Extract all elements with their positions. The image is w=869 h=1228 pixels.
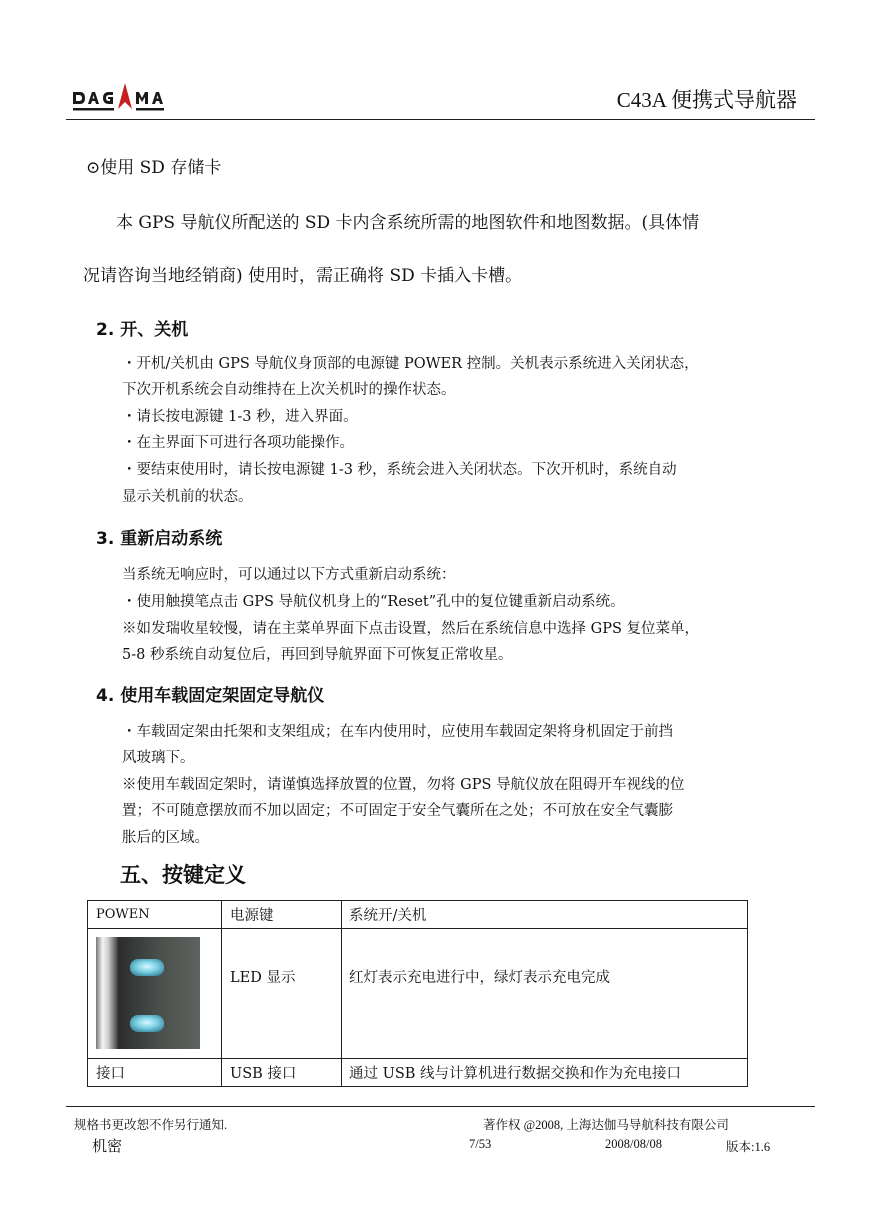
body-line: 置；不可随意摆放而不加以固定；不可固定于安全气囊所在之处；不可放在安全气囊膨 [122,803,673,819]
footer-rule [66,1106,815,1107]
led-light [130,959,164,976]
table-cell: USB 接口 [222,1059,342,1087]
table-cell: 通过 USB 线与计算机进行数据交换和作为充电接口 [342,1059,748,1087]
body-line: ※使用车载固定架时，请谨慎选择放置的位置，勿将 GPS 导航仪放在阻碍开车视线的位 [122,777,685,793]
footer-version: 版本:1.6 [726,1140,771,1154]
table-cell: 系统开/关机 [342,901,748,929]
table-cell: LED 显示 [222,929,342,1059]
table-cell [88,929,222,1059]
body-line: ・开机/关机由 GPS 导航仪身顶部的电源键 POWER 控制。关机表示系统进入关闭状态， [122,356,699,372]
body-line: 胀后的区域。 [122,830,209,846]
key-definition-table [87,900,748,1087]
footer-date: 2008/08/08 [605,1137,662,1151]
body-line: ※如发瑞收星较慢，请在主菜单界面下点击设置，然后在系统信息中选择 GPS 复位菜单， [122,621,699,637]
sd-card-heading: ⊙使用 SD 存储卡 [86,158,222,178]
led-light [130,1015,164,1032]
document-title: C43A 便携式导航器 [616,88,797,112]
sd-paragraph-line: 本 GPS 导航仪所配送的 SD 卡内含系统所需的地图软件和地图数据。(具体情 [116,213,700,233]
footer-page-number: 7/53 [469,1137,492,1151]
table-row [88,901,748,929]
table-row [88,1059,748,1087]
section-heading-power: 2. 开、关机 [96,320,189,340]
company-logo [72,82,180,116]
header-rule [66,119,815,120]
body-line: 5-8 秒系统自动复位后，再回到导航界面下可恢复正常收星。 [122,647,513,663]
sd-paragraph-line: 况请咨询当地经销商) 使用时，需正确将 SD 卡插入卡槽。 [83,266,523,286]
body-line: ・使用触摸笔点击 GPS 导航仪机身上的“Reset”孔中的复位键重新启动系统。 [122,594,625,610]
footer-confidential: 机密 [92,1139,123,1155]
body-line: ・请长按电源键 1-3 秒，进入界面。 [122,409,358,425]
body-line: ・车载固定架由托架和支架组成；在车内使用时，应使用车载固定架将身机固定于前挡 [122,724,673,740]
table-row [88,929,748,1059]
body-line: 显示关机前的状态。 [122,489,253,505]
section-heading-mount: 4. 使用车载固定架固定导航仪 [96,686,325,706]
footer-notice: 规格书更改恕不作另行通知. [74,1118,228,1132]
table-cell: 红灯表示充电进行中，绿灯表示充电完成 [342,929,748,1059]
body-line: 风玻璃下。 [122,750,195,766]
footer-copyright: 著作权 @2008, 上海达伽马导航科技有限公司 [483,1118,729,1132]
body-line: 当系统无响应时，可以通过以下方式重新启动系统： [122,567,456,583]
table-cell: 接口 [88,1059,222,1087]
section-heading-restart: 3. 重新启动系统 [96,529,223,549]
body-line: ・要结束使用时，请长按电源键 1-3 秒，系统会进入关闭状态。下次开机时，系统自动 [122,462,677,478]
body-line: 下次开机系统会自动维持在上次关机时的操作状态。 [122,382,456,398]
body-line: ・在主界面下可进行各项功能操作。 [122,435,354,451]
table-cell: 电源键 [222,901,342,929]
led-indicator-photo [96,937,200,1049]
key-definitions-heading: 五、按键定义 [120,863,246,887]
table-cell: POWEN [88,901,222,929]
